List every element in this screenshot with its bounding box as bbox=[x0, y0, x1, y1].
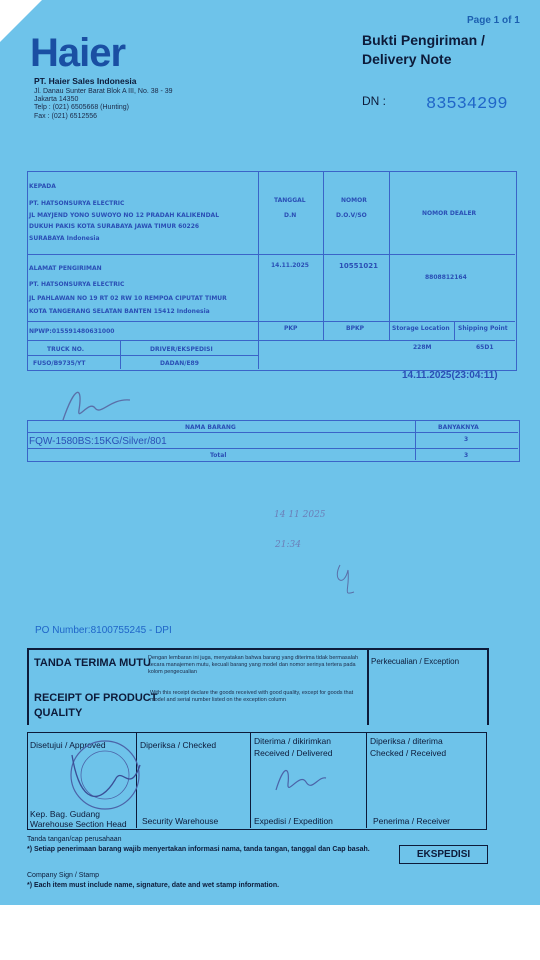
company-name: PT. Haier Sales Indonesia bbox=[34, 76, 137, 86]
address-line: Jakarta 14350 bbox=[34, 96, 79, 104]
security-warehouse-label: Security Warehouse bbox=[142, 816, 219, 826]
footer-note-id: *) Setiap penerimaan barang wajib menyertakan informasi nama, tanda tangan, tanggal dan Cap basah. bbox=[27, 846, 370, 853]
storage-location-label: Storage Location bbox=[392, 325, 450, 332]
warehouse-stamp bbox=[60, 735, 150, 815]
nomor-dealer-label: NOMOR DEALER bbox=[422, 210, 477, 217]
handwritten-date: 14 11 2025 bbox=[274, 510, 326, 520]
storage-location-value: 228M bbox=[413, 344, 432, 351]
divider bbox=[27, 355, 258, 356]
received-label-2: Received / Delivered bbox=[254, 748, 333, 758]
checked-received-label-2: Checked / Received bbox=[370, 748, 447, 758]
shipping-address bbox=[29, 278, 227, 319]
recipient-address bbox=[29, 198, 219, 244]
total-label: Total bbox=[210, 452, 227, 459]
recipient-line: DUKUH PAKIS KOTA SURABAYA JAWA TIMUR 60226 bbox=[29, 223, 200, 230]
divider bbox=[27, 448, 518, 449]
footer-note-en: *) Each item must include name, signature, date and wet stamp information. bbox=[27, 882, 280, 889]
handwritten-time: 21:34 bbox=[275, 540, 301, 550]
dn-label: DN : bbox=[362, 94, 386, 108]
receiver-label: Penerima / Receiver bbox=[373, 816, 451, 826]
shipping-line: KOTA TANGERANG SELATAN BANTEN 15412 Indonesia bbox=[29, 308, 210, 315]
warehouse-head-label-1: Kep. Bag. Gudang bbox=[30, 809, 100, 819]
company-sign-label: Company Sign / Stamp bbox=[27, 872, 99, 879]
page-indicator: Page 1 of 1 bbox=[467, 15, 520, 26]
nomor-sub: D.O.V/SO bbox=[336, 212, 367, 219]
bpkp-label: BPKP bbox=[346, 325, 365, 332]
item-qty-header: BANYAKNYA bbox=[438, 424, 479, 431]
ekspedisi-copy-label: EKSPEDISI bbox=[399, 845, 488, 864]
address-line: Fax : (021) 6512556 bbox=[34, 112, 98, 120]
company-address bbox=[34, 88, 173, 121]
divider bbox=[27, 254, 515, 255]
driver-name: DADAN/E89 bbox=[160, 360, 199, 367]
initials-mark bbox=[330, 560, 360, 600]
print-timestamp: 14.11.2025(23:04:11) bbox=[402, 370, 498, 381]
exception-label: Perkecualian / Exception bbox=[371, 657, 460, 666]
do-number: 10551021 bbox=[339, 262, 378, 270]
kepada-label: KEPADA bbox=[29, 183, 56, 190]
delivery-date: 14.11.2025 bbox=[271, 262, 309, 269]
total-qty: 3 bbox=[464, 452, 469, 459]
checked-received-label-1: Diperiksa / diterima bbox=[370, 736, 443, 746]
title-line-1: Bukti Pengiriman / bbox=[362, 32, 485, 48]
expedition-signature bbox=[270, 760, 330, 800]
shipping-point-value: 65D1 bbox=[476, 344, 494, 351]
address-line: Jl. Danau Sunter Barat Blok A III, No. 38 - 39 bbox=[34, 88, 173, 95]
divider bbox=[27, 321, 515, 322]
truck-label: TRUCK NO. bbox=[47, 346, 84, 353]
company-stamp-note: Tanda tangan/cap perusahaan bbox=[27, 836, 122, 843]
tanggal-label: TANGGAL bbox=[274, 197, 306, 204]
shipping-line: JL PAHLAWAN NO 19 RT 02 RW 10 REMPOA CIPUTAT TIMUR bbox=[29, 294, 227, 302]
recipient-line: SURABAYA Indonesia bbox=[29, 234, 100, 242]
divider bbox=[250, 732, 251, 828]
expedition-label: Expedisi / Expedition bbox=[254, 816, 333, 826]
pkp-label: PKP bbox=[284, 325, 298, 332]
truck-number: FUSO/B9735/YT bbox=[33, 360, 86, 367]
received-label-1: Diterima / dikirimkan bbox=[254, 736, 331, 746]
dn-number: 83534299 bbox=[426, 95, 508, 114]
divider bbox=[454, 321, 455, 340]
item-name-header: NAMA BARANG bbox=[185, 424, 236, 431]
npwp: NPWP:015591480631000 bbox=[29, 328, 115, 335]
recipient-line: JL MAYJEND YONO SUWOYO NO 12 PRADAH KALIKENDAL bbox=[29, 211, 220, 219]
item-name: FQW-1580BS:15KG/Silver/801 bbox=[29, 436, 167, 447]
quality-label: QUALITY bbox=[34, 707, 83, 719]
divider bbox=[27, 432, 518, 433]
receipt-title: RECEIPT OF PRODUCT bbox=[34, 692, 158, 704]
address-line: Telp : (021) 6505668 (Hunting) bbox=[34, 104, 129, 112]
divider bbox=[323, 171, 324, 340]
po-number: PO Number:8100755245 - DPI bbox=[35, 625, 172, 636]
document-title bbox=[362, 31, 485, 69]
haier-logo: Haier bbox=[30, 31, 126, 75]
divider bbox=[415, 420, 416, 460]
divider bbox=[27, 340, 515, 341]
dealer-number: 8808812164 bbox=[425, 274, 467, 281]
warehouse-head-label-2: Warehouse Section Head bbox=[30, 819, 127, 829]
shipping-point-label: Shipping Point bbox=[458, 325, 508, 332]
tanggal-sub: D.N bbox=[284, 212, 297, 219]
driver-label: DRIVER/EKSPEDISI bbox=[150, 346, 213, 353]
title-line-2: Delivery Note bbox=[362, 51, 452, 67]
approved-label: Disetujui / Approved bbox=[30, 740, 106, 750]
tanda-terima-title: TANDA TERIMA MUTU bbox=[34, 657, 151, 669]
receipt-text: With this receipt declare the goods received with good quality, except for goods that model and serial number listed on the exception column bbox=[150, 690, 354, 703]
tanda-terima-text: Dengan lembaran ini juga, menyatakan bahwa barang yang diterima tidak bermasalah secara manajemen mutu, kecuali barang yang model dan nomor serinya tertera pada kolom pengecualian bbox=[148, 655, 359, 675]
divider bbox=[389, 171, 390, 340]
divider bbox=[120, 340, 121, 369]
shipping-line: PT. HATSONSURYA ELECTRIC bbox=[29, 281, 125, 288]
checked-label: Diperiksa / Checked bbox=[140, 740, 217, 750]
divider bbox=[366, 732, 367, 828]
item-qty: 3 bbox=[464, 436, 469, 443]
shipping-label: ALAMAT PENGIRIMAN bbox=[29, 265, 102, 272]
recipient-line: PT. HATSONSURYA ELECTRIC bbox=[29, 200, 125, 207]
nomor-label: NOMOR bbox=[341, 197, 367, 204]
